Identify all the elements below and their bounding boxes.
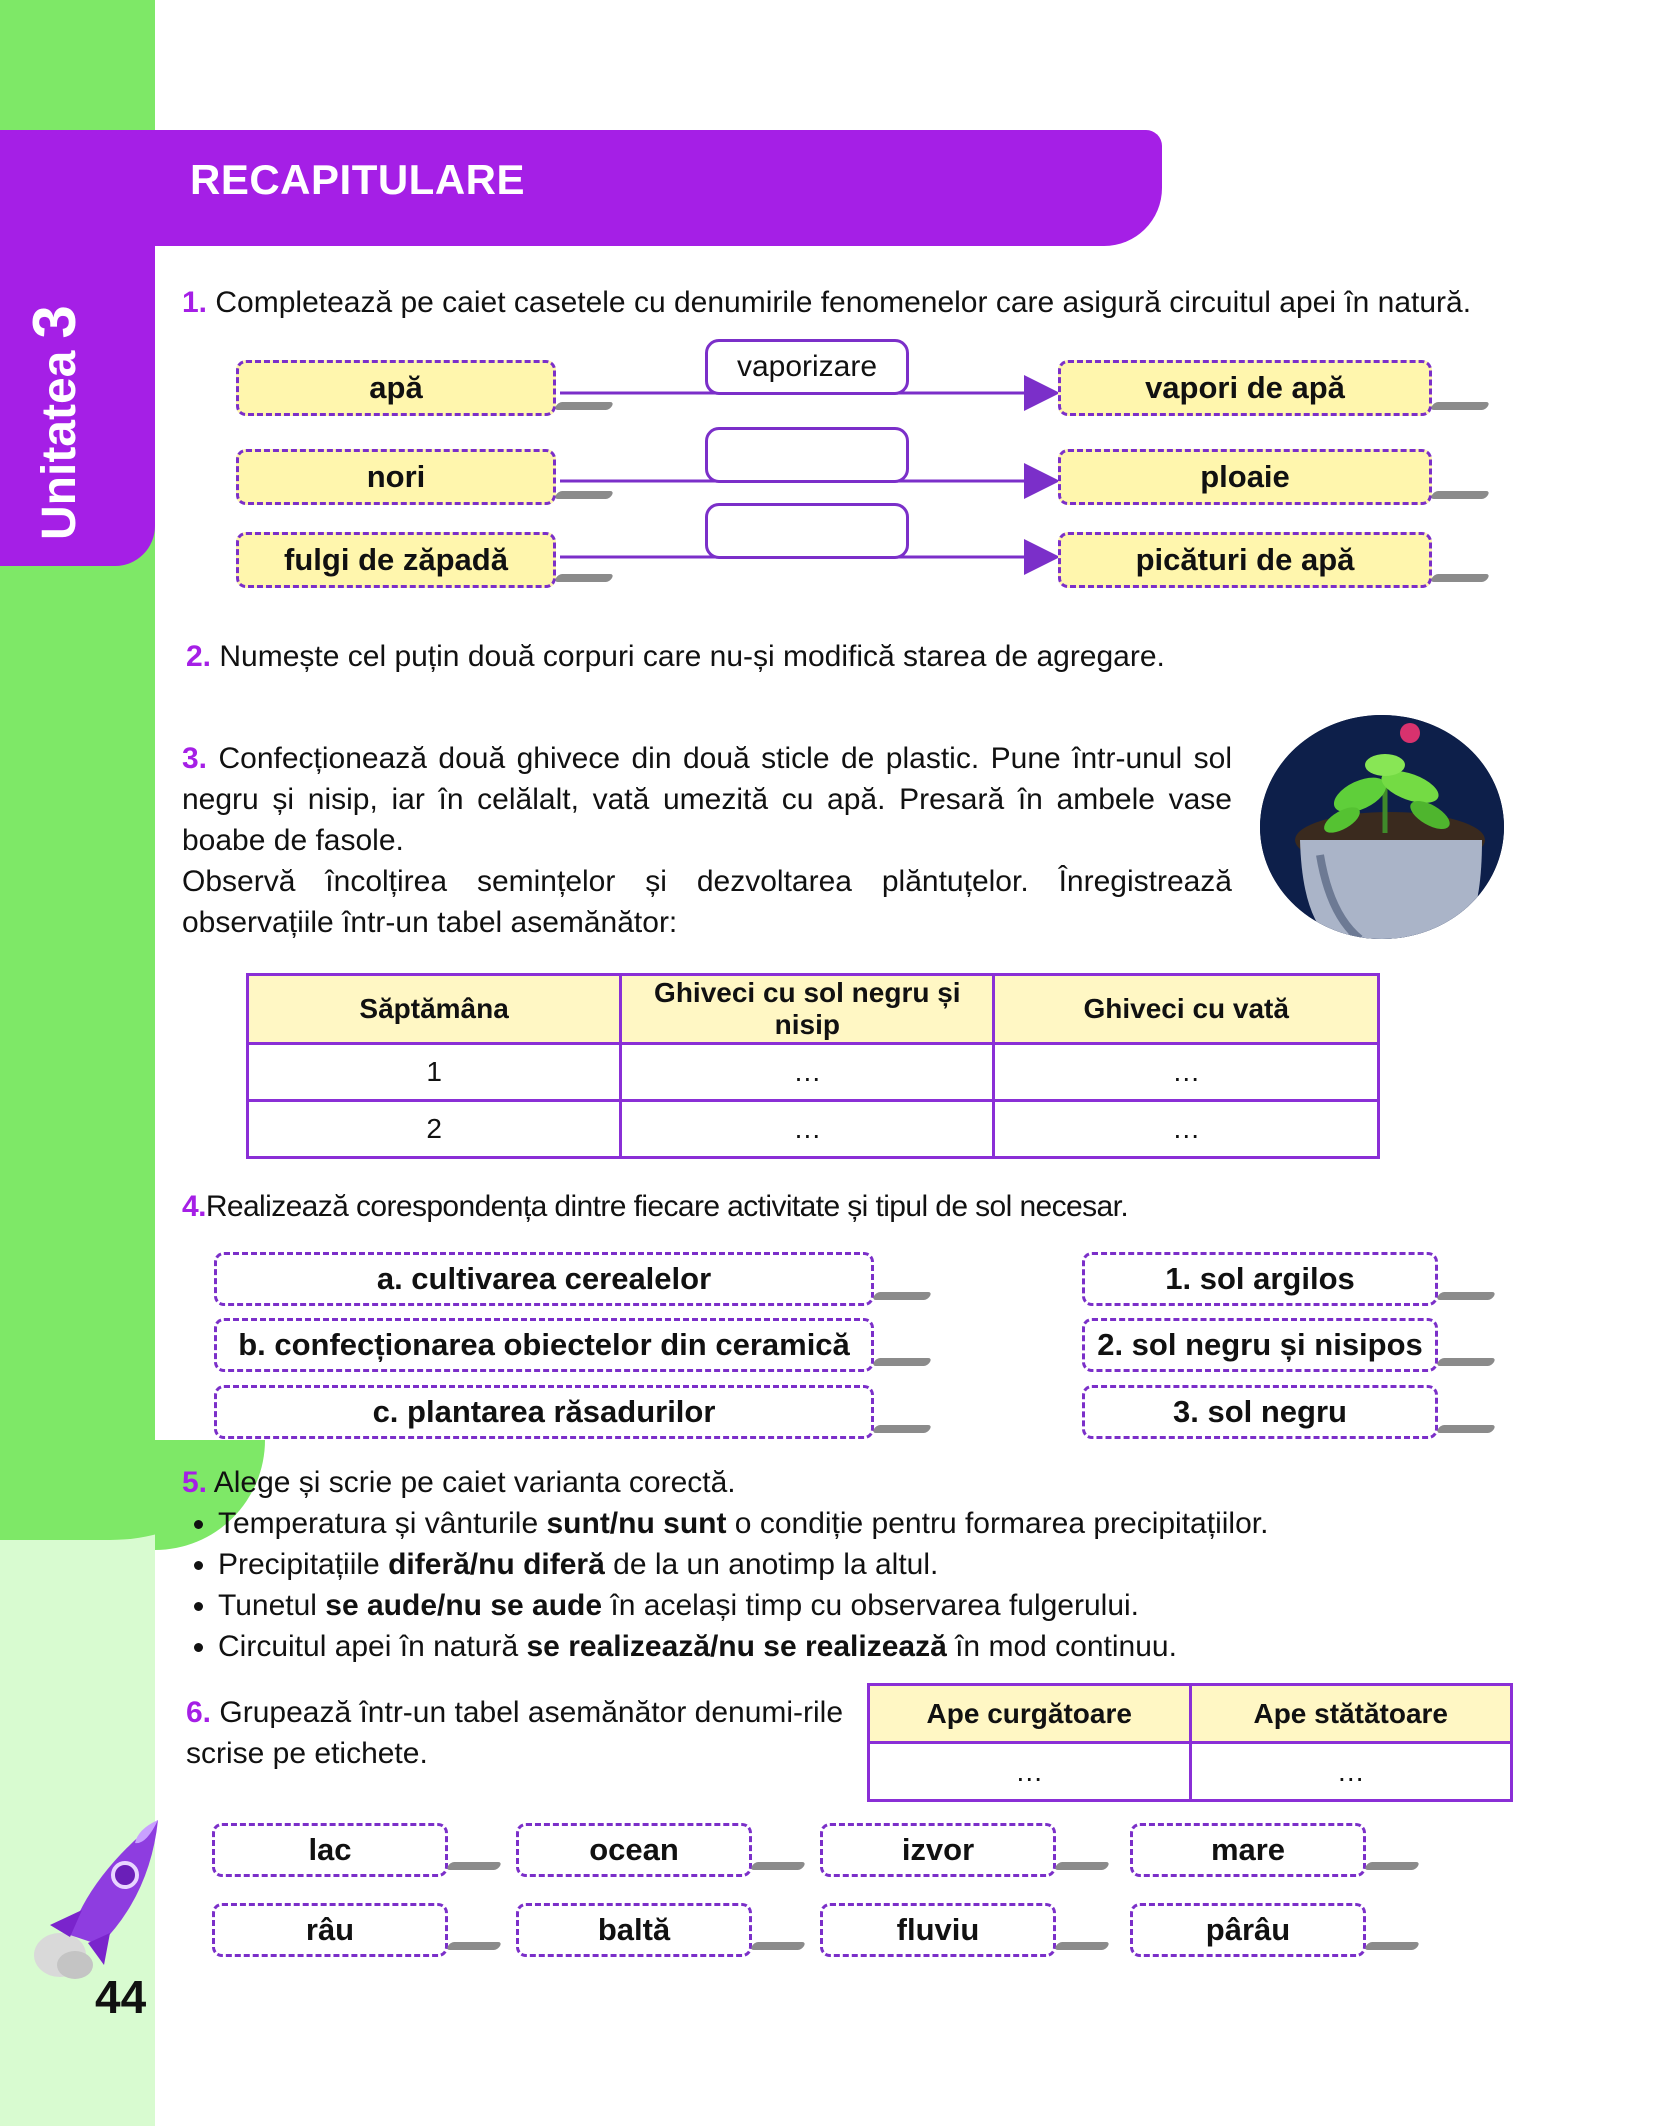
question-number: 4.: [182, 1190, 206, 1223]
plant-photo: [1260, 715, 1504, 939]
activity-box: c. plantarea răsadurilor: [214, 1385, 874, 1439]
table-cell: …: [994, 1044, 1379, 1101]
soil-type-box: 2. sol negru și nisipos: [1082, 1318, 1438, 1372]
page-title: RECAPITULARE: [190, 156, 526, 203]
question-number: 6.: [186, 1696, 212, 1729]
table-cell: 1: [248, 1044, 621, 1101]
question-number: 3.: [182, 742, 208, 775]
list-item: [218, 1503, 1562, 1544]
question-4: [182, 1186, 1522, 1227]
activity-box: b. confecționarea obiectelor din ceramică: [214, 1318, 874, 1372]
box-shadow: [1054, 1942, 1111, 1950]
water-types-table: [867, 1683, 1513, 1802]
box-shadow: [1430, 402, 1491, 410]
table-header: Ape stătătoare: [1190, 1685, 1512, 1743]
box-shadow: [750, 1862, 807, 1870]
table-cell: …: [994, 1101, 1379, 1158]
table-cell: 2: [248, 1101, 621, 1158]
box-shadow: [750, 1942, 807, 1950]
box-shadow: [554, 574, 615, 582]
question-6: [186, 1692, 846, 1774]
box-shadow: [1436, 1425, 1497, 1433]
choice-list: [182, 1503, 1562, 1667]
box-shadow: [1364, 1862, 1421, 1870]
label-box: baltă: [516, 1903, 752, 1957]
label-box: lac: [212, 1823, 448, 1877]
question-3: [182, 738, 1232, 943]
process-box: vaporizare: [705, 339, 909, 395]
list-item: [218, 1585, 1562, 1626]
unit-word: Unitatea: [33, 350, 86, 540]
item-text: Circuitul apei în natură: [218, 1630, 527, 1663]
item-text: Temperatura și vânturile: [218, 1507, 547, 1540]
label-box: fluviu: [820, 1903, 1056, 1957]
table-cell: …: [621, 1101, 994, 1158]
label-box: izvor: [820, 1823, 1056, 1877]
observation-table: [246, 973, 1380, 1159]
question-text: Observă încolțirea semințelor și dezvoltarea plăntuțelor. Înregistrează observațiile într-un tabel asemănător:: [182, 865, 1232, 939]
activity-box: a. cultivarea cerealelor: [214, 1252, 874, 1306]
question-text: Numește cel puțin două corpuri care nu-și modifică starea de agregare.: [219, 640, 1165, 673]
soil-type-box: 3. sol negru: [1082, 1385, 1438, 1439]
label-box: mare: [1130, 1823, 1366, 1877]
question-number: 1.: [182, 286, 208, 319]
box-shadow: [872, 1425, 933, 1433]
question-text: Alege și scrie pe caiet varianta corectă.: [213, 1466, 736, 1499]
table-header: Ghiveci cu vată: [994, 975, 1379, 1044]
question-number: 5.: [182, 1466, 208, 1499]
water-state-box: vapori de apă: [1058, 360, 1432, 416]
label-box: râu: [212, 1903, 448, 1957]
box-shadow: [446, 1862, 503, 1870]
page-number: 44: [95, 1971, 147, 2023]
box-shadow: [1430, 574, 1491, 582]
box-shadow: [1364, 1942, 1421, 1950]
table-cell: …: [869, 1743, 1191, 1801]
table-header: Ape curgătoare: [869, 1685, 1191, 1743]
list-item: [218, 1544, 1562, 1585]
box-shadow: [1054, 1862, 1111, 1870]
rocket-icon: [30, 1815, 170, 1985]
item-text: Tunetul: [218, 1589, 326, 1622]
process-box-empty: [705, 503, 909, 559]
box-shadow: [1430, 491, 1491, 499]
question-text: Completează pe caiet casetele cu denumirile fenomenelor care asigură circuitul apei în natură.: [215, 286, 1472, 319]
question-text: Realizează corespondența dintre fiecare activitate și tipul de sol necesar.: [205, 1190, 1129, 1223]
item-text: în același timp cu observarea fulgerului.: [602, 1589, 1140, 1622]
label-box: pârâu: [1130, 1903, 1366, 1957]
item-choice: se aude/nu se aude: [325, 1589, 603, 1622]
water-state-box: picături de apă: [1058, 532, 1432, 588]
item-text: în mod continuu.: [946, 1630, 1177, 1663]
item-choice: diferă/nu diferă: [388, 1548, 605, 1581]
box-shadow: [554, 491, 615, 499]
question-number: 2.: [186, 640, 212, 673]
water-state-box: apă: [236, 360, 556, 416]
table-header: Săptămâna: [248, 975, 621, 1044]
question-5: [182, 1462, 1562, 1667]
table-cell: …: [1190, 1743, 1512, 1801]
question-2: [186, 636, 1526, 677]
soil-type-box: 1. sol argilos: [1082, 1252, 1438, 1306]
process-box-empty: [705, 427, 909, 483]
label-box: ocean: [516, 1823, 752, 1877]
water-state-box: ploaie: [1058, 449, 1432, 505]
box-shadow: [446, 1942, 503, 1950]
item-choice: se realizează/nu se realizează: [526, 1630, 947, 1663]
item-choice: sunt/nu sunt: [546, 1507, 727, 1540]
box-shadow: [1436, 1292, 1497, 1300]
table-header: Ghiveci cu sol negru și nisip: [621, 975, 994, 1044]
box-shadow: [872, 1358, 933, 1366]
question-text: Confecționează două ghivece din două sticle de plastic. Pune într-unul sol negru și nisip, iar în celălalt, vată umezită cu apă. Presară în ambele vase boabe de fasole.: [182, 742, 1233, 857]
list-item: [218, 1626, 1562, 1667]
box-shadow: [872, 1292, 933, 1300]
unit-number: 3: [21, 305, 88, 339]
question-text: Grupează într-un tabel asemănător denumi-rile scrise pe etichete.: [186, 1696, 844, 1770]
water-state-box: fulgi de zăpadă: [236, 532, 556, 588]
table-cell: …: [621, 1044, 994, 1101]
item-text: Precipitațiile: [218, 1548, 389, 1581]
item-text: de la un anotimp la altul.: [604, 1548, 939, 1581]
water-state-box: nori: [236, 449, 556, 505]
item-text: o condiție pentru formarea precipitațiilor.: [726, 1507, 1269, 1540]
box-shadow: [1436, 1358, 1497, 1366]
box-shadow: [554, 402, 615, 410]
